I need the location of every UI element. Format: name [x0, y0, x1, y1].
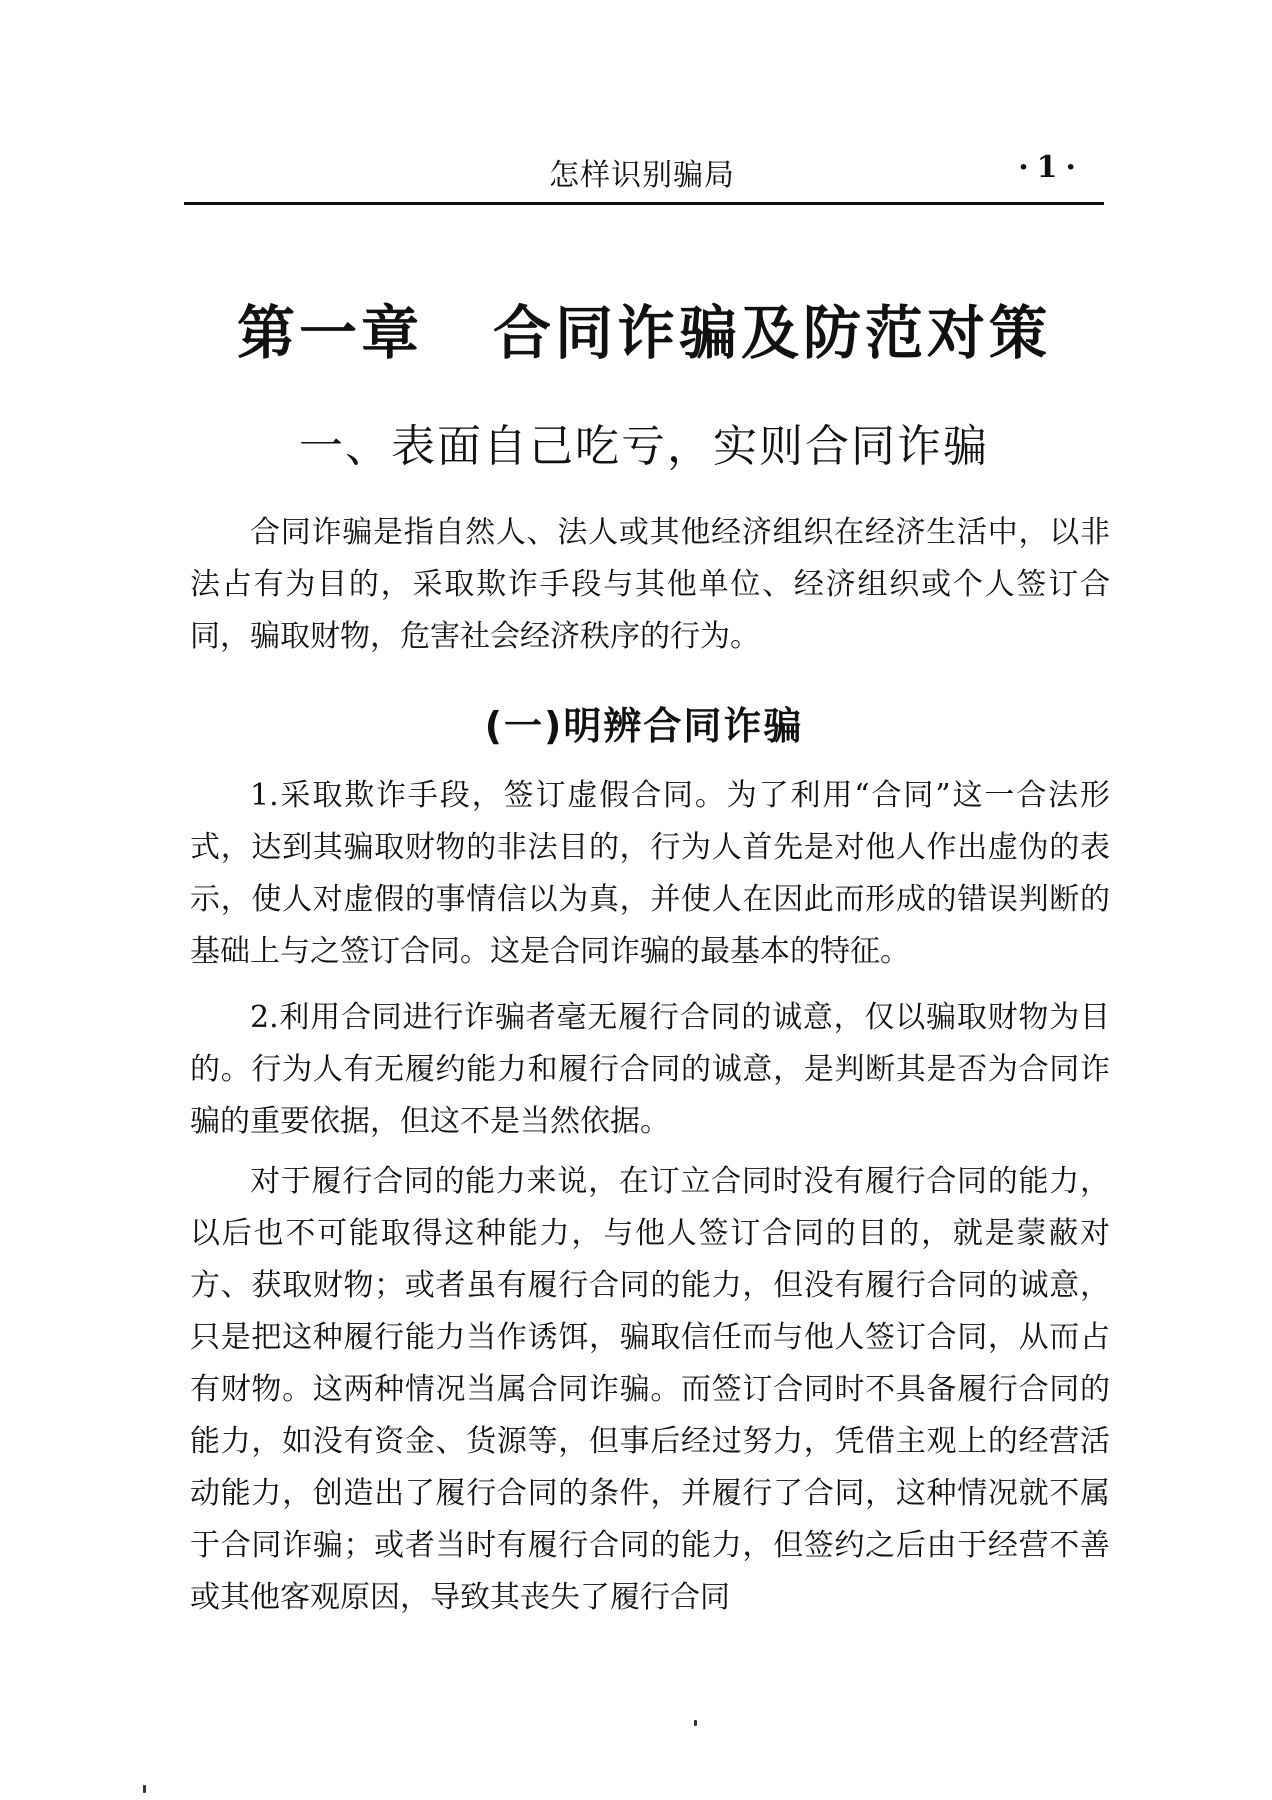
running-title: 怎样识别骗局: [549, 158, 735, 193]
running-header: [184, 150, 1104, 196]
intro-paragraph: 合同诈骗是指自然人、法人或其他经济组织在经济生活中，以非法占有为目的，采取欺诈手段与其他单位、经济组织或个人签订合同，骗取财物，危害社会经济秩序的行为。: [190, 515, 1110, 654]
paragraph-3: 对于履行合同的能力来说，在订立合同时没有履行合同的能力，以后也不可能取得这种能力，与他人签订合同的目的，就是蒙蔽对方、获取财物；或者虽有履行合同的能力，但没有履行合同的诚意，只是把这种履行能力当作诱饵，骗取信任而与他人签订合同，从而占有财物。这两种情况当属合同诈骗。而签订合同时不具备履行合同的能力，如没有资金、货源等，但事后经过努力，凭借主观上的经营活动能力，创造出了履行合同的条件，并履行了合同，这种情况就不属于合同诈骗；或者当时有履行合同的能力，但签约之后由于经营不善或其他客观原因，导致其丧失了履行合同: [190, 1164, 1110, 1615]
subsection-title: (一)明辨合同诈骗: [484, 704, 804, 748]
page-number: ·1·: [1018, 150, 1084, 185]
paragraph-2: 2.利用合同进行诈骗者毫无履行合同的诚意，仅以骗取财物为目的。行为人有无履约能力和履行合同的诚意，是判断其是否为合同诈骗的重要依据，但这不是当然依据。: [190, 1000, 1110, 1139]
chapter-number: 第一章: [236, 299, 423, 367]
chapter-name: 合同诈骗及防范对策: [493, 299, 1052, 367]
paragraph-1: 1.采取欺诈手段，签订虚假合同。为了利用“合同”这一合法形式，达到其骗取财物的非法目的，行为人首先是对他人作出虚伪的表示，使人对虚假的事情信以为真，并使人在因此而形成的错误判断的基础上与之签订合同。这是合同诈骗的最基本的特征。: [190, 778, 1110, 969]
header-rule: [184, 202, 1104, 205]
chapter-title: [184, 286, 1104, 370]
scan-speck: [143, 1785, 146, 1793]
scan-speck: [694, 1720, 697, 1726]
section-title: 一、表面自己吃亏，实则合同诈骗: [299, 421, 989, 472]
